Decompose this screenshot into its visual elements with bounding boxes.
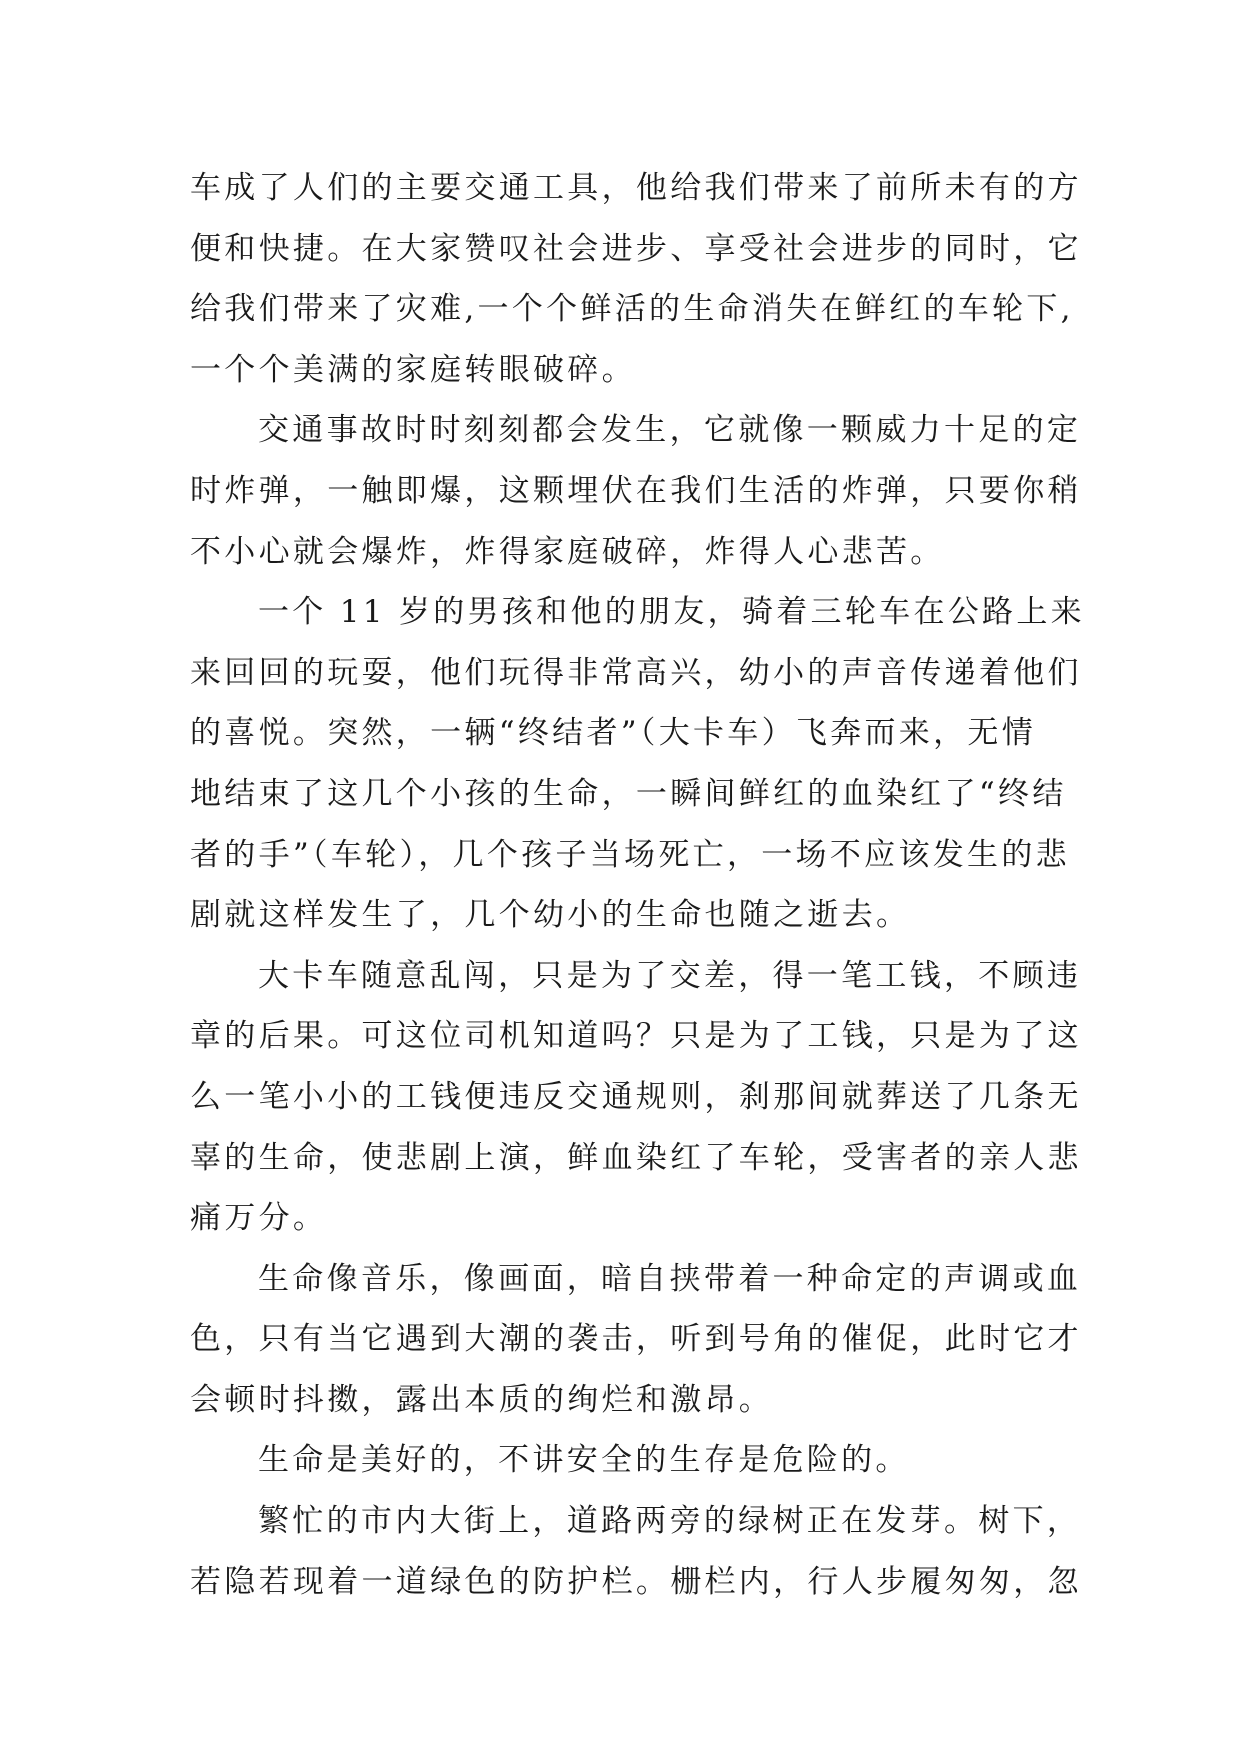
- text-line: 的喜悦。突然，一辆“终结者”（大卡车）飞奔而来，无情: [190, 715, 1036, 752]
- text-line: 一个个美满的家庭转眼破碎。: [190, 351, 636, 388]
- text-line: 时炸弹，一触即爆，这颗埋伏在我们生活的炸弹，只要你稍: [190, 472, 1082, 509]
- text-line: 生命像音乐，像画面，暗自挟带着一种命定的声调或血: [258, 1260, 1082, 1297]
- text-line: 繁忙的市内大街上，道路两旁的绿树正在发芽。树下，: [258, 1503, 1082, 1540]
- text-line: 给我们带来了灾难,一个个鲜活的生命消失在鲜红的车轮下,: [190, 291, 1074, 328]
- text-line: 痛万分。: [190, 1200, 328, 1237]
- body-text: [190, 158, 1090, 1612]
- text-line: 一个 11 岁的男孩和他的朋友，骑着三轮车在公路上来: [258, 594, 1085, 631]
- text-line: 色，只有当它遇到大潮的袭击，听到号角的催促，此时它才: [190, 1321, 1082, 1358]
- text-line: 大卡车随意乱闯，只是为了交差，得一笔工钱，不顾违: [258, 957, 1082, 994]
- text-line: 么一笔小小的工钱便违反交通规则，刹那间就葬送了几条无: [190, 1078, 1082, 1115]
- text-line: 交通事故时时刻刻都会发生，它就像一颗威力十足的定: [258, 412, 1082, 449]
- text-line: 者的手”（车轮），几个孩子当场死亡，一场不应该发生的悲: [190, 836, 1070, 873]
- text-line: 剧就这样发生了，几个幼小的生命也随之逝去。: [190, 897, 911, 934]
- text-line: 生命是美好的，不讲安全的生存是危险的。: [258, 1442, 910, 1479]
- text-line: 不小心就会爆炸，炸得家庭破碎，炸得人心悲苦。: [190, 533, 945, 570]
- text-line: 地结束了这几个小孩的生命，一瞬间鲜红的血染红了“终结: [190, 775, 1067, 812]
- text-line: 章的后果。可这位司机知道吗？只是为了工钱，只是为了这: [190, 1018, 1082, 1055]
- text-line: 会顿时抖擞，露出本质的绚烂和激昂。: [190, 1381, 774, 1418]
- text-line: 若隐若现着一道绿色的防护栏。栅栏内，行人步履匆匆，忽: [190, 1563, 1082, 1600]
- text-line: 来回回的玩耍，他们玩得非常高兴，幼小的声音传递着他们: [190, 654, 1082, 691]
- text-line: 便和快捷。在大家赞叹社会进步、享受社会进步的同时，它: [190, 230, 1082, 267]
- text-line: 车成了人们的主要交通工具，他给我们带来了前所未有的方: [190, 170, 1082, 206]
- text-line: 辜的生命，使悲剧上演，鲜血染红了车轮，受害者的亲人悲: [190, 1139, 1082, 1176]
